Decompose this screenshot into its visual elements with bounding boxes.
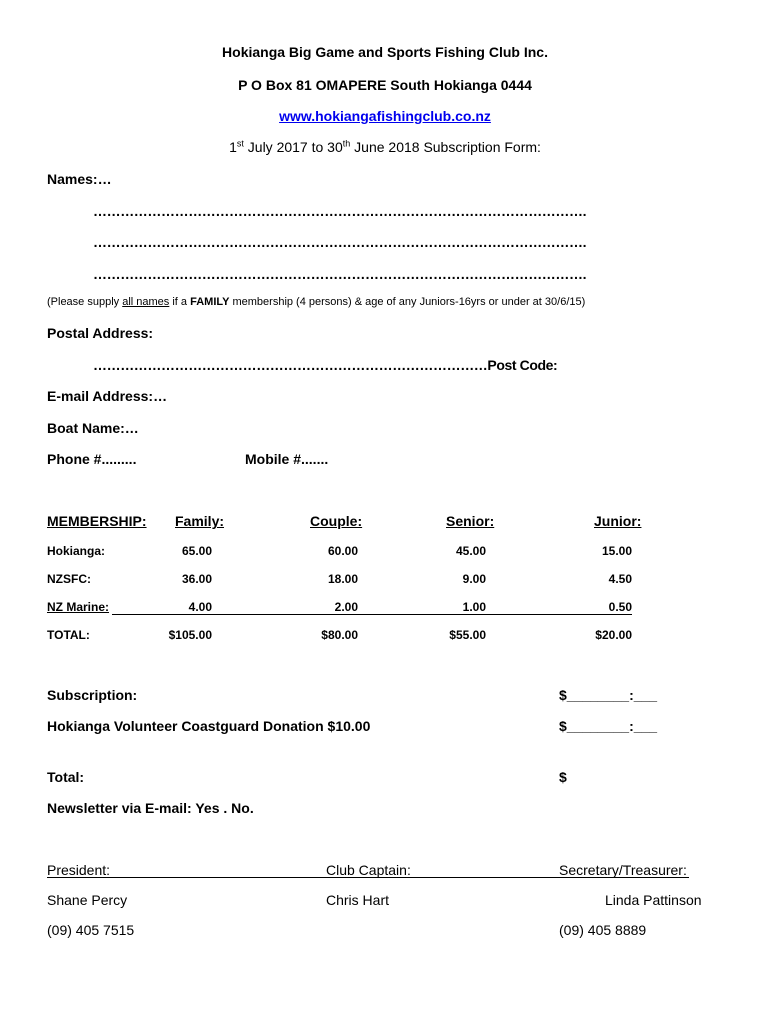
total-senior: $55.00 <box>449 628 486 642</box>
family-note <box>47 296 585 308</box>
total-family: $105.00 <box>168 628 212 642</box>
form-title-end-sup: th <box>342 138 351 149</box>
nz-marine-junior: 0.50 <box>608 600 632 614</box>
coastguard-donation-label: Hokianga Volunteer Coastguard Donation $10.00 <box>47 718 371 734</box>
form-title-start-day: 1 <box>229 139 237 155</box>
row-label-hokianga: Hokianga: <box>47 544 106 558</box>
mobile-label[interactable]: Mobile #....... <box>245 451 329 467</box>
column-junior: Junior: <box>594 513 642 529</box>
hokianga-senior: 45.00 <box>455 544 486 558</box>
total-junior: $20.00 <box>595 628 632 642</box>
names-line-3[interactable]: ………………………………………………………………………………………………. <box>93 266 587 282</box>
row-label-nz-marine: NZ Marine: <box>47 600 110 614</box>
post-code-label: Post Code: <box>487 357 558 373</box>
column-couple: Couple: <box>310 513 363 529</box>
names-label: Names:… <box>47 171 112 187</box>
postal-address-label: Postal Address: <box>47 325 154 341</box>
total-rule <box>112 614 632 615</box>
president-name: Shane Percy <box>47 892 128 908</box>
nz-marine-senior: 1.00 <box>462 600 486 614</box>
names-line-2[interactable]: ………………………………………………………………………………………………. <box>93 234 587 250</box>
president-phone: (09) 405 7515 <box>47 922 135 938</box>
note-part-1: (Please supply <box>47 296 123 308</box>
officers-rule <box>47 877 689 878</box>
club-captain-name: Chris Hart <box>326 892 390 908</box>
nzsfc-senior: 9.00 <box>462 572 486 586</box>
secretary-name: Linda Pattinson <box>605 892 702 908</box>
nz-marine-couple: 2.00 <box>334 600 358 614</box>
nzsfc-couple: 18.00 <box>327 572 358 586</box>
note-part-4: FAMILY <box>190 296 230 308</box>
note-part-5: membership (4 persons) & age of any Juniors-16yrs or under at 30/6/15) <box>229 296 586 308</box>
hokianga-couple: 60.00 <box>327 544 358 558</box>
club-address: P O Box 81 OMAPERE South Hokianga 0444 <box>238 77 532 93</box>
secretary-phone: (09) 405 8889 <box>559 922 647 938</box>
form-title <box>0 139 770 155</box>
website-link-text[interactable]: www.hokiangafishingclub.co.nz <box>279 108 491 124</box>
email-label[interactable]: E-mail Address:… <box>47 388 168 404</box>
hokianga-junior: 15.00 <box>601 544 632 558</box>
form-title-start-rest: July 2017 to 30 <box>243 139 343 155</box>
total-couple: $80.00 <box>321 628 358 642</box>
total-label: Total: <box>47 769 85 785</box>
total-amount-field[interactable]: $ <box>559 769 567 785</box>
membership-heading: MEMBERSHIP: <box>47 513 147 529</box>
column-family: Family: <box>175 513 225 529</box>
club-name: Hokianga Big Game and Sports Fishing Club Inc. <box>222 44 548 60</box>
names-line-1[interactable]: ………………………………………………………………………………………………. <box>93 203 587 219</box>
newsletter-option[interactable]: Newsletter via E-mail: Yes . No. <box>47 800 254 816</box>
note-part-3: if a <box>169 296 191 308</box>
club-captain-role: Club Captain: <box>326 862 411 878</box>
nzsfc-family: 36.00 <box>181 572 212 586</box>
boat-name-label[interactable]: Boat Name:… <box>47 420 139 436</box>
postal-dots[interactable]: …………………………………………………………………………… <box>93 357 488 373</box>
row-label-nzsfc: NZSFC: <box>47 572 91 586</box>
website-link[interactable] <box>0 108 770 124</box>
phone-label[interactable]: Phone #......... <box>47 451 137 467</box>
subscription-amount-field[interactable]: $________:___ <box>559 687 658 703</box>
secretary-role: Secretary/Treasurer: <box>559 862 687 878</box>
note-part-2: all names <box>122 296 170 308</box>
president-role: President: <box>47 862 111 878</box>
hokianga-family: 65.00 <box>181 544 212 558</box>
postal-address-line[interactable] <box>93 357 557 373</box>
nz-marine-family: 4.00 <box>188 600 212 614</box>
form-title-end-rest: June 2018 Subscription Form: <box>350 139 541 155</box>
row-label-total: TOTAL: <box>47 628 90 642</box>
donation-amount-field[interactable]: $________:___ <box>559 718 658 734</box>
form-title-start-sup: st <box>236 138 244 149</box>
column-senior: Senior: <box>446 513 495 529</box>
subscription-label: Subscription: <box>47 687 138 703</box>
nzsfc-junior: 4.50 <box>608 572 632 586</box>
